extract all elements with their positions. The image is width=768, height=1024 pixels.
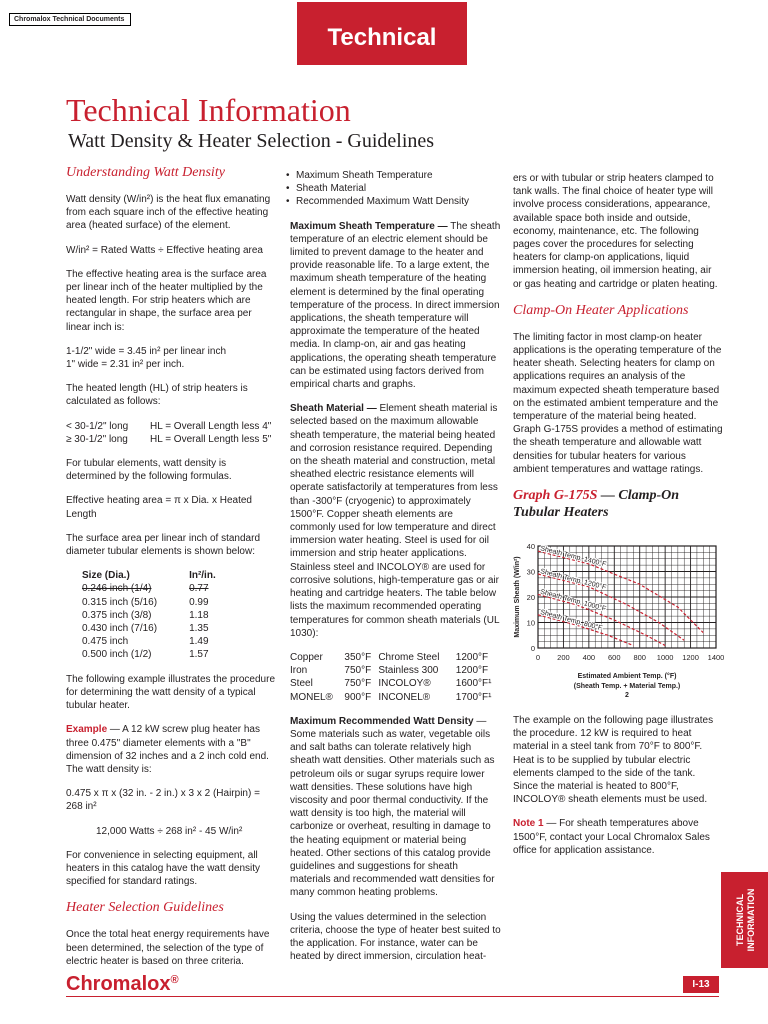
paragraph: For convenience in selecting equipment, all heaters in this catalog have the watt density specified for standard ratings. <box>66 849 261 888</box>
material-cell: Steel <box>290 678 313 690</box>
column-3 <box>513 172 723 521</box>
value-cell: 0.77 <box>189 583 209 595</box>
strip-line-2: 1" wide = 2.31 in² per inch. <box>66 359 185 371</box>
y-tick-label: 30 <box>526 567 535 577</box>
chart-svg <box>513 536 728 714</box>
x-tick-label: 1200 <box>682 653 699 662</box>
value-cell: 0.99 <box>189 596 209 608</box>
temp-cell: 350°F <box>344 651 372 663</box>
paragraph: The following example illustrates the procedure for determining the watt density of a typical tubular heater. <box>66 673 275 712</box>
x-tick-label: 1400 <box>707 653 725 662</box>
temp-cell: 750°F <box>344 678 372 690</box>
y-tick-label: 20 <box>526 593 535 602</box>
graph-number: Graph G-175S <box>513 488 598 504</box>
brand-name: Chromalox <box>66 973 171 995</box>
table-header-row <box>82 569 216 582</box>
table-header: In²/in. <box>189 570 216 582</box>
table-row <box>82 609 216 622</box>
graph-title <box>513 487 723 521</box>
paragraph: The example on the following page illustrates the procedure. 12 kW is required to heat material in a steel tank from 70°F to 800°F. Heat is to be supplied by tubular electric elements clamped to the side of the tank. Since the material is heated to 800°F, INCOLOY® sheath elements must be used. <box>513 715 714 806</box>
max-sheath-temp-paragraph <box>290 220 501 392</box>
y-tick-label: 10 <box>526 618 535 628</box>
material-cell: Chrome Steel <box>378 651 440 663</box>
x-tick-label: 200 <box>557 653 570 662</box>
run-in-heading: Maximum Recommended Watt Density <box>290 715 474 727</box>
temp-cell: 1200°F <box>455 665 489 677</box>
paragraph: The limiting factor in most clamp-on heater applications is the operating temperature of the heater sheath. Selecting heaters for clamp on applications requires an analysis of the maximum expected sheath temperature based on the estimated ambient temperature and the temperature of the material being heated. Graph G-175S provides a method of estimating the sheath temperature and allowable watt densities for tubular heaters for various ambient temperatures and wattage ratings. <box>513 331 723 475</box>
list-item: • Maximum Sheath Temperature <box>290 169 501 182</box>
value-cell: 1.35 <box>189 623 209 635</box>
table-row <box>82 582 216 595</box>
paragraph: The effective heating area is the surface area per linear inch of the heater multiplied by the heated length. For strip heaters which are rectangular in shape, the surface area per linear inch is: <box>66 268 267 333</box>
page-title: Technical Information <box>66 92 351 128</box>
footer-rule <box>66 996 719 997</box>
page-number: I-13 <box>683 976 719 993</box>
x-axis-label-formula: (Sheath Temp. + Material Temp.) <box>573 683 681 690</box>
table-header: Size (Dia.) <box>82 570 130 582</box>
series-label: Sheath Temp. 800°F <box>539 609 603 633</box>
sheath-material-paragraph <box>290 402 501 640</box>
example-text: — A 12 kW screw plug heater has three 0.475" diameter elements with a "B" dimension of 32 inches and a 2 inch cold end. The watt density is: <box>66 724 269 775</box>
hl-condition: ≥ 30-1/2" long <box>66 433 128 445</box>
page-subtitle: Watt Density & Heater Selection - Guidelines <box>68 130 435 152</box>
formula-watt-density: W/in² = Rated Watts ÷ Effective heating area <box>66 244 263 256</box>
x-tick-label: 800 <box>633 653 646 662</box>
x-tick-label: 1000 <box>656 653 674 662</box>
size-cell: 0.500 inch (1/2) <box>82 649 152 661</box>
temp-cell: 1700°F¹ <box>455 691 492 703</box>
temp-cell: 1600°F¹ <box>455 678 492 690</box>
hl-rule-1 <box>66 420 276 433</box>
section-tab-label <box>735 889 757 952</box>
paragraph: The heated length (HL) of strip heaters is calculated as follows: <box>66 383 248 408</box>
y-tick-label: 0 <box>530 644 535 653</box>
x-tick-label: 400 <box>582 653 596 662</box>
heated-length-rules <box>66 420 276 446</box>
size-cell: 0.430 inch (7/16) <box>82 623 158 635</box>
hl-condition: < 30-1/2" long <box>66 420 129 432</box>
tubular-size-table <box>82 569 216 661</box>
paragraph-text: Element sheath material is selected based on the maximum allowable sheath temperature, the material being heated and corrosion resistance required. Depending on the sheath material and construction, metal sheathed electric resistance elements will operate satisfactorily at temperatures from less than -300°F (cryogenic) to approximately 1500°F. Copper sheath elements are commonly used for low temperature and direct immersion water heating. Steel is used for oil immersion and strip heater applications. Stainless steel and INCOLOY® are used for corrosive solutions, high-temperature gas or air heating and cartridge heaters. The table below lists the maximum recommended operating temperatures for common sheath materials (UL 1030): <box>290 403 500 639</box>
strip-surface-area <box>66 345 276 371</box>
x-axis-label: Estimated Ambient Temp. (°F) <box>577 673 677 680</box>
table-row <box>82 596 216 609</box>
tab-line: TECHNICAL <box>735 894 745 947</box>
hl-formula: HL = Overall Length less 5" <box>150 433 272 445</box>
x-tick-label: 600 <box>608 653 621 662</box>
size-cell: 0.475 inch <box>82 636 129 648</box>
section-banner: Technical <box>297 2 467 65</box>
size-cell: 0.375 inch (3/8) <box>82 609 152 621</box>
run-in-heading: Sheath Material — <box>290 403 377 415</box>
table-row <box>82 635 216 648</box>
formula-effective-area: Effective heating area = π x Dia. x Heated Length <box>66 495 252 520</box>
heading-heater-selection-guidelines: Heater Selection Guidelines <box>66 900 224 916</box>
calculation-1: 0.475 x π x (32 in. - 2 in.) x 3 x 2 (Hairpin) = 268 in² <box>66 788 260 813</box>
value-cell: 1.18 <box>189 609 209 621</box>
material-cell: INCOLOY® <box>378 678 431 690</box>
criteria-list <box>290 169 501 209</box>
temp-cell: 900°F <box>344 691 372 703</box>
paragraph: Once the total heat energy requirements have been determined, the selection of the type of electric heater is based on three criteria. <box>66 929 270 967</box>
calculation-2: 12,000 Watts ÷ 268 in² - 45 W/in² <box>96 825 243 837</box>
document-tag: Chromalox Technical Documents <box>9 13 131 26</box>
table-row <box>82 622 216 635</box>
y-axis-label: Maximum Sheath (W/in²) <box>514 556 521 638</box>
tab-line: INFORMATION <box>746 888 756 952</box>
x-tick-label: 0 <box>535 653 541 662</box>
paragraph: For tubular elements, watt density is determined by the following formulas. <box>66 458 232 483</box>
temp-cell: 750°F <box>344 665 372 677</box>
series-line <box>538 574 684 640</box>
table-row <box>290 677 501 690</box>
column-2 <box>290 169 501 974</box>
table-row <box>290 664 501 677</box>
graph-g175s <box>513 536 728 714</box>
sheath-material-table <box>290 651 501 704</box>
list-item: • Sheath Material <box>290 182 501 195</box>
watt-density-paragraph <box>290 715 501 900</box>
size-cell: 0.315 inch (5/16) <box>82 596 158 608</box>
table-row <box>82 648 216 661</box>
hl-formula: HL = Overall Length less 4" <box>150 420 272 432</box>
brand-logo <box>66 972 179 996</box>
table-row <box>290 691 501 704</box>
paragraph: Watt density (W/in²) is the heat flux emanating from each square inch of the effective heating area (heated surface) of the element. <box>66 194 271 232</box>
column-1 <box>66 164 276 979</box>
heading-clamp-on-heater-applications: Clamp-On Heater Applications <box>513 302 689 318</box>
material-cell: INCONEL® <box>378 691 431 703</box>
x-axis-label-divisor: 2 <box>625 692 629 699</box>
y-tick-label: 40 <box>526 542 535 551</box>
example-label: Example <box>66 724 108 736</box>
series-label: Sheath Temp. 1200°F <box>539 568 607 592</box>
material-cell: MONEL® <box>290 691 333 703</box>
material-cell: Iron <box>290 665 308 677</box>
value-cell: 1.57 <box>189 649 209 661</box>
paragraph: The surface area per linear inch of standard diameter tubular elements is shown below: <box>66 532 260 558</box>
series-label: Sheath Temp. 1400°F <box>539 545 607 569</box>
list-item: • Recommended Maximum Watt Density <box>290 195 501 208</box>
value-cell: 1.49 <box>189 636 209 648</box>
run-in-heading: Maximum Sheath Temperature — <box>290 220 448 232</box>
note-label: Note 1 <box>513 818 544 830</box>
material-cell: Stainless 300 <box>378 665 439 677</box>
brand-mark: ® <box>170 974 179 986</box>
size-cell: 0.246 inch (1/4) <box>82 583 152 595</box>
series-line <box>538 615 633 646</box>
paragraph-text: The sheath temperature of an electric element should be limited to prevent damage to the heater and provide reasonable life. To a large extent, the maximum sheath temperature of the heating element is determined by the final operating temperature of the process. In direct immersion applications, the sheath temperature will approximate the temperature of the heated media. In clamp-on, air and gas heating applications, the operating sheath temperature can be estimated using factors derived from empirical charts and graphs. <box>290 220 501 391</box>
paragraph: ers or with tubular or strip heaters clamped to tank walls. The final choice of heater type will involve process considerations, appearance, available space both inside and outside, economy, maintenance, etc. The following pages cover the procedures for selecting heaters for clamp-on applications, liquid immersion heating, oil immersion heating, air or gas heating and cartridge or platen heating. <box>513 173 718 290</box>
example-paragraph <box>66 723 276 776</box>
column-3-lower <box>513 714 723 868</box>
graph-caption: — Clamp-On Tubular Heaters <box>513 488 680 521</box>
paragraph-text: — Some materials such as water, vegetable oils and salt baths can tolerate relatively high sheath watt densities. Other materials such as petroleum oils or sugar syrups require lower watt densities. These solutions have high viscosity and poor thermal conductivity. If the watt density is too high, the material will carbonize or overheat, resulting in damage to the heating equipment or material being heated. Other sections of this catalog provide guidelines and suggestions for sheath materials and recommended watt densities for many common heating problems. <box>290 715 495 899</box>
table-row <box>290 651 501 664</box>
material-cell: Copper <box>290 651 323 663</box>
temp-cell: 1200°F <box>455 651 489 663</box>
note-paragraph <box>513 817 723 857</box>
note-text: — For sheath temperatures above 1500°F, contact your Local Chromalox Sales office for application assistance. <box>513 818 710 856</box>
hl-rule-2 <box>66 433 276 446</box>
heading-understanding-watt-density: Understanding Watt Density <box>66 165 225 180</box>
strip-line-1: 1-1/2" wide = 3.45 in² per linear inch <box>66 345 227 357</box>
series-label: Sheath Temp. 1000°F <box>539 588 607 613</box>
paragraph: Using the values determined in the selection criteria, choose the type of heater best suited to the application. For instance, water can be heated by direct immersion, circulation heat- <box>290 911 501 963</box>
